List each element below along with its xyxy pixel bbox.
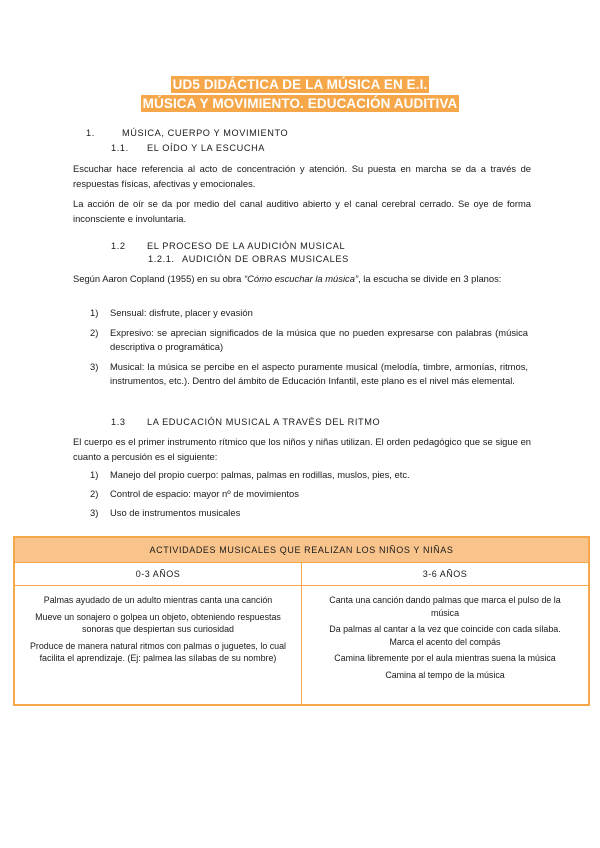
section-title: MÚSICA, CUERPO Y MOVIMIENTO bbox=[122, 128, 289, 138]
paragraph-ritmo: El cuerpo es el primer instrumento rítmico que los niños y niñas utilizan. El orden pedagógico que se sigue en cuanto a percusión es el siguiente: bbox=[73, 436, 531, 462]
copland-intro-end: , la escucha se divide en 3 planos: bbox=[358, 273, 502, 284]
table-columns bbox=[15, 563, 588, 704]
section-number: 1.2 bbox=[111, 241, 126, 251]
table-title: ACTIVIDADES MUSICALES QUE REALIZAN LOS NIÑOS Y NIÑAS bbox=[15, 538, 588, 563]
paragraph-copland bbox=[73, 271, 531, 286]
table-item: Camina libremente por el aula mientras suena la música bbox=[334, 653, 556, 663]
paragraph-escuchar: Escuchar hace referencia al acto de concentración y atención. Su puesta en marcha se da a través de respuestas físicas, afectivas y emocionales. bbox=[73, 163, 531, 189]
title-line-1: UD5 DIDÁCTICA DE LA MÚSICA EN E.I. bbox=[172, 77, 428, 92]
table-item: Da palmas al cantar a la vez que coincide con cada sílaba. Marca el acento del compás bbox=[329, 624, 561, 647]
activities-table bbox=[13, 536, 590, 706]
subsection-1-1-heading bbox=[111, 143, 265, 153]
subsection-number: 1.1. bbox=[111, 143, 129, 153]
section-1-3-heading bbox=[111, 417, 380, 427]
list-item: 3) Musical: la música se percibe en el aspecto puramente musical (melodía, timbre, armonías, ritmos, instrumentos, etc.). Dentro del ámbito de Educación Infantil, este plano es el nivel más elemental. bbox=[90, 361, 528, 386]
column-3-6 bbox=[302, 563, 588, 704]
section-title: EL PROCESO DE LA AUDICIÓN MUSICAL bbox=[147, 241, 346, 251]
list-item: 1) Sensual: disfrute, placer y evasión bbox=[90, 307, 253, 318]
section-number: 1.3 bbox=[111, 417, 126, 427]
column-cell-3-6 bbox=[302, 586, 588, 681]
subsection-title: EL OÍDO Y LA ESCUCHA bbox=[147, 143, 266, 153]
column-cell-0-3 bbox=[15, 586, 301, 665]
list-item: 2) Expresivo: se aprecian significados de la música que no pueden expresarse con palabras (música descriptiva o programática) bbox=[90, 327, 528, 352]
copland-intro-text: Según Aaron Copland (1955) en su obra bbox=[73, 273, 244, 284]
table-item: Produce de manera natural ritmos con palmas o juguetes, lo cual facilita el aprendizaje. (Ej: palmea las sílabas de su nombre) bbox=[29, 640, 287, 663]
section-1-2-heading bbox=[111, 241, 345, 251]
table-item: Palmas ayudado de un adulto mientras canta una canción bbox=[43, 595, 273, 605]
section-1-heading bbox=[86, 128, 288, 138]
document-title bbox=[0, 76, 600, 113]
subsection-number: 1.2.1. bbox=[148, 254, 175, 264]
table-item: Canta una canción dando palmas que marca el pulso de la música bbox=[329, 595, 561, 618]
planos-list bbox=[90, 306, 528, 388]
list-item: 3) Uso de instrumentos musicales bbox=[90, 507, 241, 518]
column-header-0-3: 0-3 AÑOS bbox=[15, 563, 301, 586]
section-number: 1. bbox=[86, 128, 95, 138]
section-title: LA EDUCACIÓN MUSICAL A TRAVÉS DEL RITMO bbox=[147, 417, 381, 427]
subsection-title: AUDICIÓN DE OBRAS MUSICALES bbox=[182, 254, 349, 264]
paragraph-oir: La acción de oír se da por medio del canal auditivo abierto y el canal cerebral cerrado. Se oye de forma inconsciente e involuntaria. bbox=[73, 198, 531, 224]
column-0-3 bbox=[15, 563, 302, 704]
list-item: 2) Control de espacio: mayor nº de movimientos bbox=[90, 488, 299, 499]
percusion-list bbox=[90, 468, 528, 520]
title-line-2: MÚSICA Y MOVIMIENTO. EDUCACIÓN AUDITIVA bbox=[142, 96, 458, 111]
list-item: 1) Manejo del propio cuerpo: palmas, palmas en rodillas, muslos, pies, etc. bbox=[90, 469, 410, 480]
column-header-3-6: 3-6 AÑOS bbox=[302, 563, 588, 586]
subsection-1-2-1-heading bbox=[148, 254, 349, 264]
book-title: “Cómo escuchar la música” bbox=[243, 273, 359, 284]
table-item: Mueve un sonajero o golpea un objeto, obteniendo respuestas sonoras que despiertan sus curiosidad bbox=[35, 611, 281, 634]
table-item: Camina al tempo de la música bbox=[385, 669, 505, 680]
